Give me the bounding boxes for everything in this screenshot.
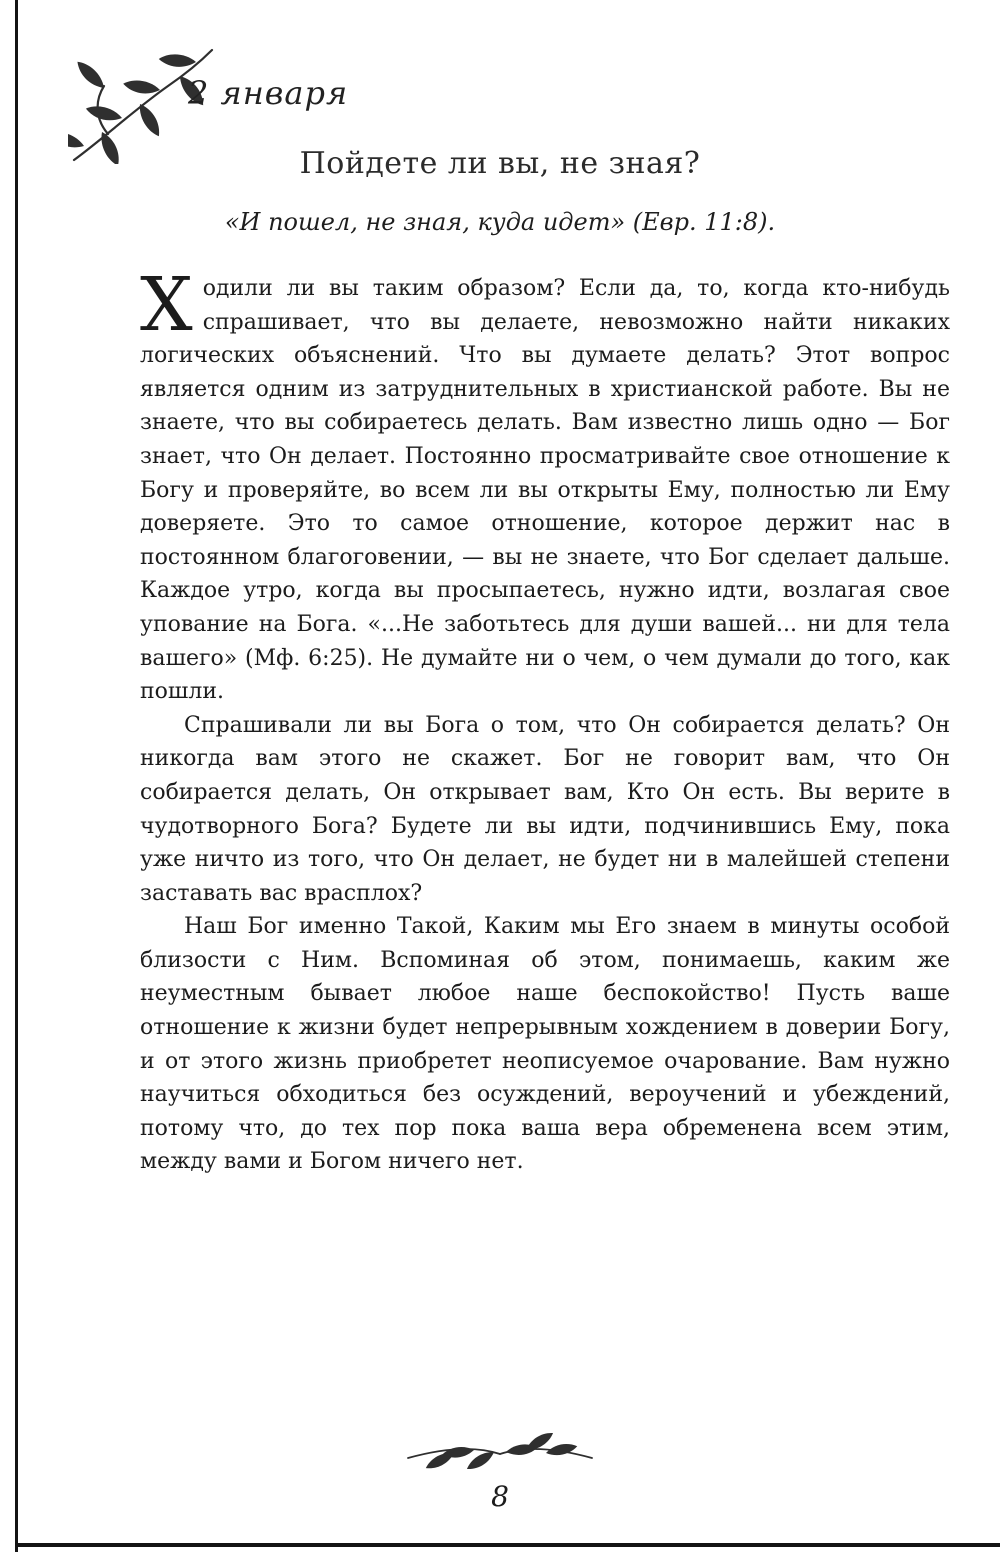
page-title: Пойдете ли вы, не зная? — [299, 146, 701, 181]
page-number: 8 — [491, 1480, 509, 1513]
scan-edge-bottom — [15, 1543, 1000, 1547]
leaf-divider-icon — [400, 1432, 600, 1472]
date-heading: 2 января — [188, 74, 349, 112]
paragraph: Спрашивали ли вы Бога о том, что Он собирается делать? Он никогда вам этого не скажет. Бог не говорит вам, что Он собирается делать, Он открывает вам, Кто Он есть. Вы верите в чудотворного Бога? Будете ли вы идти, подчинившись Ему, пока уже ничто из того, что Он делает, не будет ни в малейшей степени заставать вас врасплох? — [140, 712, 950, 906]
body-text — [140, 262, 950, 1179]
paragraph — [140, 262, 950, 709]
paragraph: Наш Бог именно Такой, Каким мы Его знаем в минуты особой близости с Ним. Вспоминая об этом, понимаешь, каким же неуместным бывает любое наше беспокойство! Пусть ваше отношение к жизни будет непрерывным хождением в доверии Богу, и от этого жизнь приобретет неописуемое очарование. Вам нужно научиться обходиться без осуждений, вероучений и убеждений, потому что, до тех пор пока ваша вера обременена всем этим, между вами и Богом ничего нет. — [140, 914, 950, 1175]
paragraph-text: одили ли вы таким образом? Если да, то, когда кто-нибудь спрашивает, что вы делаете, невозможно найти никаких логических объяснений. Что вы думаете делать? Этот вопрос является одним из затруднительных в христианской работе. Вы не знаете, что вы собираетесь делать. Вам известно лишь одно — Бог знает, что Он делает. Постоянно просматривайте свое отношение к Богу и проверяйте, во всем ли вы открыты Ему, полностью ли Ему доверяете. Это то самое отношение, которое держит нас в постоянном благоговении, — вы не знаете, что Бог сделает дальше. Каждое утро, когда вы просыпаетесь, нужно идти, возлагая свое упование на Бога. «...Не заботьтесь для души вашей... ни для тела вашего» (Мф. 6:25). Не думайте ни о чем, о чем думали до того, как пошли. — [140, 276, 950, 705]
epigraph: «И пошел, не зная, куда идет» (Евр. 11:8). — [224, 208, 776, 236]
drop-cap: Х — [140, 262, 193, 348]
